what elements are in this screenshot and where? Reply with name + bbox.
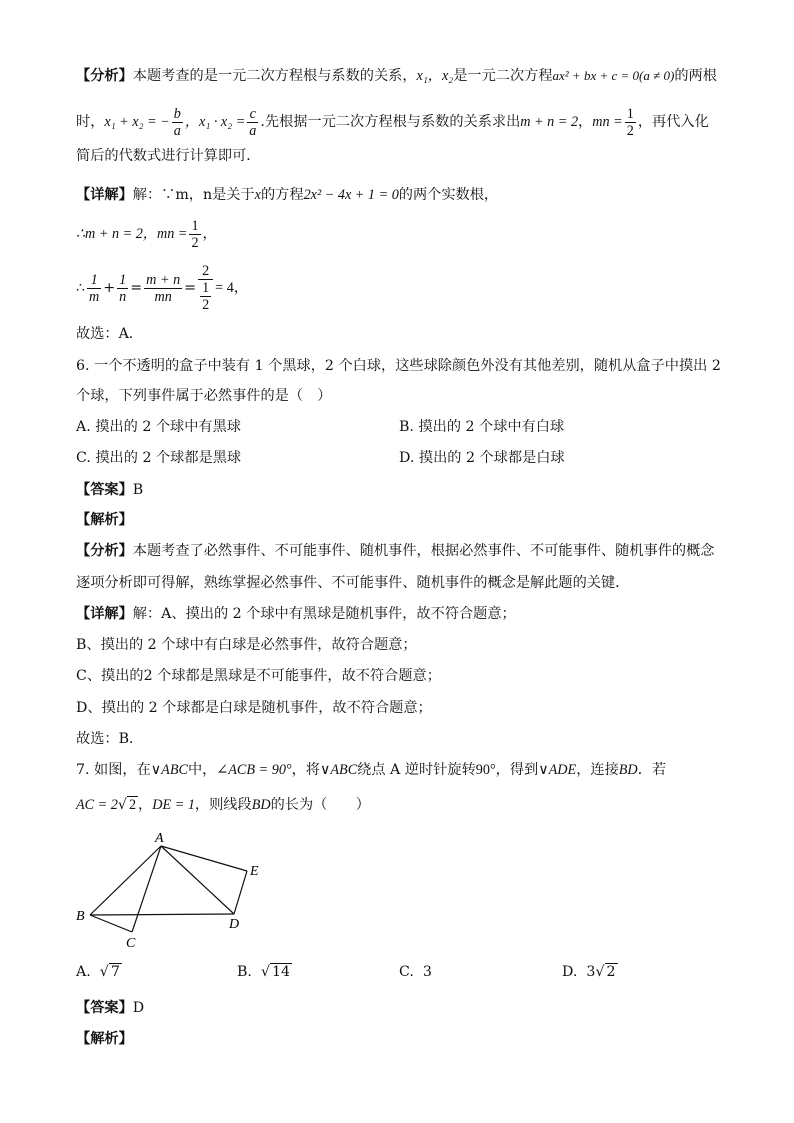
detail-tag: 【详解】: [76, 187, 133, 203]
math-prod-lhs: ，x₁ · x₂ =: [184, 114, 246, 130]
equals-sign: =: [130, 280, 143, 296]
text: ．若: [637, 762, 667, 778]
text: ，: [202, 226, 217, 242]
numerator: 2: [198, 263, 213, 280]
q6-option-a: A. 摸出的 2 个球中有黑球: [76, 419, 241, 435]
text: 中，: [187, 762, 217, 778]
q6-option-c: C. 摸出的 2 个球都是黑球: [76, 450, 242, 466]
math-equation: 2x² − 4x + 1 = 0: [303, 187, 399, 203]
fraction-b-over-a: [172, 106, 183, 139]
numerator: 1: [119, 271, 127, 288]
text: ，则线段: [194, 797, 252, 813]
numerator: 1: [202, 280, 210, 296]
q5-detail-line-2: [76, 214, 748, 254]
q5-analysis-line-2: [76, 104, 748, 140]
q7-jiexi-tag: 【解析】: [76, 1031, 133, 1047]
math-de: DE = 1: [152, 797, 195, 813]
text: 的长为（ ）: [270, 797, 370, 813]
q7-option-b: [237, 962, 292, 982]
math-angle-acb: ∠ACB = 90°: [216, 762, 292, 778]
segment-de: [234, 871, 247, 914]
label-c: C: [126, 936, 136, 951]
q7-option-c: [399, 962, 432, 982]
radicand: 2: [606, 964, 616, 980]
text: ，: [138, 797, 153, 813]
q6-answer: [76, 480, 748, 500]
radicand: 7: [110, 964, 120, 980]
text: ，将: [291, 762, 320, 778]
math-ac: AC = 2: [76, 797, 118, 813]
math-triangle-abc: ∨ABC: [319, 762, 358, 778]
text: 的两根: [674, 68, 717, 84]
q6-stem-line-1: 6. 一个不透明的盒子中装有 1 个黑球，2 个白球，这些球除颜色外没有其他差别，随机从盒子中摸出 2: [76, 358, 721, 374]
sqrt-symbol: √ 2: [595, 964, 616, 980]
math-general-equation: ax² + bx + c = 0(a ≠ 0): [552, 68, 675, 83]
q5-choice: 故选：A．: [76, 326, 143, 342]
math-triangle-abc: ∨ABC: [150, 762, 188, 778]
sqrt-symbol: √ 14: [260, 964, 291, 980]
text: .先根据一元二次方程根与系数的关系求出: [260, 114, 521, 130]
q6-stem-line-2: 个球，下列事件属于必然事件的是（ ）: [76, 388, 332, 404]
coefficient: 3: [586, 964, 596, 980]
q5-analysis-line-1: [76, 66, 748, 86]
numerator: 1: [191, 217, 199, 234]
option-value: 3: [422, 964, 432, 980]
answer-value: B: [132, 482, 144, 498]
answer-value: D: [132, 1000, 145, 1016]
geometry-figure: [70, 828, 270, 952]
option-label: A.: [76, 964, 91, 980]
denominator-fraction: [198, 280, 213, 313]
label-a: A: [155, 831, 164, 846]
numerator: c: [247, 106, 258, 123]
text: 时，: [76, 114, 105, 130]
fraction-1-over-n: [117, 272, 128, 305]
analysis-tag: 【分析】: [76, 68, 133, 84]
answer-tag: 【答案】: [76, 1000, 133, 1016]
answer-tag: 【答案】: [76, 482, 133, 498]
denominator: 2: [191, 234, 199, 251]
text: 绕点 A 逆时针旋转: [357, 762, 476, 778]
segment-ac: [132, 846, 161, 932]
numerator: 1: [87, 272, 101, 289]
q7-option-d: [562, 962, 618, 982]
math-segment-bd: BD: [251, 797, 271, 813]
numerator: m + n: [146, 271, 181, 288]
segment-bd: [90, 914, 234, 915]
sqrt-symbol: √ 2: [117, 797, 137, 813]
text: 本题考查的是一元二次方程根与系数的关系，: [132, 68, 417, 84]
fraction-sum-over-product: [144, 272, 182, 305]
label-b: B: [76, 909, 85, 924]
text: ，连接: [576, 762, 619, 778]
q6-option-b: B. 摸出的 2 个球中有白球: [399, 419, 565, 435]
text: 是一元二次方程: [453, 68, 553, 84]
fraction-c-over-a: [247, 106, 258, 139]
math-mn: mn =: [592, 114, 623, 130]
denominator: n: [119, 288, 127, 305]
fraction-1-over-m: [87, 272, 101, 305]
q6-analysis-line-2: 逐项分析即可得解，熟练掌握必然事件、不可能事件、随机事件的概念是解此题的关键．: [76, 575, 630, 591]
radicand: 2: [128, 797, 137, 813]
text: 解：∵m，n是关于: [132, 187, 255, 203]
label-d: D: [229, 917, 240, 932]
math-m-plus-n: m + n = 2: [520, 114, 579, 130]
q7-option-a: [76, 962, 122, 982]
q6-option-d: D. 摸出的 2 个球都是白球: [399, 450, 565, 466]
plus-sign: +: [103, 280, 116, 296]
text: 7. 如图，在: [76, 762, 151, 778]
q6-detail-line-4: D、摸出的 2 个球都是白球是随机事件，故不符合题意；: [76, 700, 432, 716]
text: 的两个实数根，: [398, 187, 499, 203]
q7-answer: [76, 998, 748, 1018]
text: 的方程: [260, 187, 304, 203]
q5-detail-line-3: [76, 258, 748, 318]
option-label: C.: [399, 964, 414, 980]
math-therefore: ∴m + n = 2，mn =: [76, 226, 188, 242]
result: = 4: [215, 280, 234, 296]
denominator: a: [249, 122, 257, 139]
q6-detail-line-1: [76, 604, 748, 624]
q6-jiexi-tag: 【解析】: [76, 512, 133, 528]
math-sum-lhs: x₁ + x₂ = −: [104, 114, 170, 130]
q5-analysis-line-3: 简后的代数式进行计算即可．: [76, 148, 261, 164]
denominator: a: [173, 122, 181, 139]
q6-choice: 故选：B．: [76, 731, 144, 747]
radicand: 14: [272, 964, 291, 980]
denominator: mn: [154, 288, 172, 305]
q6-detail-line-2: B、摸出的 2 个球中有白球是必然事件，故符合题意；: [76, 637, 417, 653]
fraction-one-half: [189, 218, 200, 251]
denominator: 2: [626, 122, 634, 139]
option-label: B.: [237, 964, 252, 980]
fraction-one-half: [625, 106, 636, 139]
sqrt-symbol: √ 7: [99, 964, 120, 980]
math-triangle-ade: ∨ADE: [538, 762, 577, 778]
equals-sign: =: [184, 280, 197, 296]
detail-tag: 【详解】: [76, 606, 133, 622]
text: ，得到: [495, 762, 539, 778]
q6-detail-line-3: C、摸出的2 个球都是黑球是不可能事件，故不符合题意；: [76, 668, 441, 684]
text: ∴: [76, 280, 86, 296]
q7-stem-line-1: [76, 760, 748, 780]
option-label: D.: [562, 964, 578, 980]
text: 本题考查了必然事件、不可能事件、随机事件，根据必然事件、不可能事件、随机事件的概念: [132, 543, 715, 559]
text: ，: [233, 280, 249, 296]
q7-stem-line-2: [76, 795, 748, 815]
segment-bc: [90, 915, 132, 932]
numerator: 1: [626, 105, 634, 122]
text: 解：A、摸出的 2 个球中有黑球是随机事件，故不符合题意；: [132, 606, 516, 622]
math-x: x: [254, 187, 261, 203]
math-segment-bd: BD: [618, 762, 638, 778]
text: ，: [578, 114, 593, 130]
q5-detail-line-1: [76, 185, 748, 205]
math-degrees: 90°: [475, 762, 496, 778]
label-e: E: [250, 864, 259, 879]
analysis-tag: 【分析】: [76, 543, 133, 559]
fraction-compound: [198, 263, 213, 313]
numerator: b: [173, 105, 181, 122]
denominator: 2: [202, 297, 210, 313]
math-x1-x2: x₁，x₂: [416, 68, 454, 84]
q6-analysis-line-1: [76, 541, 748, 561]
denominator: m: [89, 288, 100, 305]
segment-ab: [90, 846, 161, 915]
text: ，再代入化: [637, 114, 709, 130]
